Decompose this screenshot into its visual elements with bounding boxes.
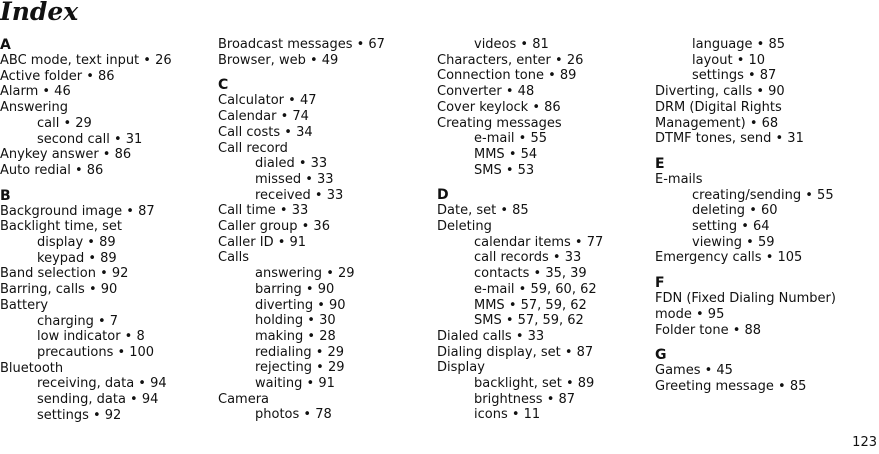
- index-entry: Backlight time, set: [0, 219, 123, 235]
- index-entry: Cover keylock • 86: [437, 99, 561, 115]
- index-column-3: [437, 37, 603, 423]
- index-entry: Active folder • 86: [0, 68, 115, 84]
- index-subentry: barring • 90: [255, 281, 335, 297]
- index-entry: Calls: [218, 250, 250, 266]
- index-subentry: low indicator • 8: [37, 329, 145, 345]
- index-entry: Alarm • 46: [0, 84, 71, 100]
- index-subentry: rejecting • 29: [255, 360, 345, 376]
- index-subentry: making • 28: [255, 328, 336, 344]
- index-entry: Emergency calls • 105: [655, 250, 803, 266]
- index-subentry: videos • 81: [474, 37, 549, 52]
- index-entry: Folder tone • 88: [655, 322, 762, 338]
- index-entry: Browser, web • 49: [218, 52, 339, 68]
- index-entry: Auto redial • 86: [0, 162, 104, 178]
- index-subentry: settings • 87: [692, 68, 777, 84]
- index-subentry: call records • 33: [474, 250, 582, 266]
- index-subentry: SMS • 53: [474, 162, 535, 178]
- index-subentry: received • 33: [255, 187, 344, 203]
- index-subentry: e-mail • 59, 60, 62: [474, 281, 597, 297]
- index-entry: Bluetooth: [0, 360, 64, 376]
- index-entry: Converter • 48: [437, 84, 535, 100]
- index-entry: Calculator • 47: [218, 93, 317, 109]
- index-entry: Date, set • 85: [437, 203, 529, 219]
- index-subentry: charging • 7: [37, 313, 119, 329]
- index-entry: Display: [437, 360, 485, 376]
- index-entry: Caller ID • 91: [218, 234, 307, 250]
- index-subentry: creating/sending • 55: [692, 187, 834, 203]
- index-subentry: viewing • 59: [692, 234, 775, 250]
- index-subentry: deleting • 60: [692, 203, 778, 219]
- index-entry: Band selection • 92: [0, 266, 129, 282]
- index-entry: E-mails: [655, 171, 703, 187]
- index-subentry: layout • 10: [692, 52, 766, 68]
- index-entry: FDN (Fixed Dialing Number): [655, 291, 836, 307]
- index-entry: ABC mode, text input • 26: [0, 53, 172, 68]
- index-entry: Anykey answer • 86: [0, 147, 132, 163]
- index-entry: Management) • 68: [655, 115, 779, 131]
- index-entry: DTMF tones, send • 31: [655, 131, 804, 147]
- index-subentry: photos • 78: [255, 407, 332, 423]
- index-letter-heading: D: [437, 187, 449, 204]
- index-entry: Connection tone • 89: [437, 68, 577, 84]
- index-subentry: settings • 92: [37, 407, 122, 423]
- index-entry: Games • 45: [655, 363, 733, 379]
- index-subentry: e-mail • 55: [474, 131, 548, 147]
- index-column-1: [0, 37, 172, 423]
- index-subentry: SMS • 57, 59, 62: [474, 313, 584, 329]
- index-subentry: contacts • 35, 39: [474, 266, 587, 282]
- index-entry: Call costs • 34: [218, 124, 313, 140]
- index-subentry: keypad • 89: [37, 250, 117, 266]
- index-subentry: precautions • 100: [37, 344, 155, 360]
- index-entry: Call record: [218, 140, 288, 156]
- index-subentry: missed • 33: [255, 171, 334, 187]
- index-entry: Creating messages: [437, 115, 562, 131]
- index-entry: Deleting: [437, 219, 492, 235]
- page-title: Index: [0, 0, 79, 26]
- index-subentry: display • 89: [37, 235, 116, 251]
- index-entry: Broadcast messages • 67: [218, 37, 385, 52]
- index-entry: Calendar • 74: [218, 109, 309, 125]
- index-subentry: second call • 31: [37, 131, 143, 147]
- index-letter-heading: G: [655, 347, 667, 364]
- index-subentry: MMS • 54: [474, 146, 538, 162]
- index-entry: Call time • 33: [218, 203, 309, 219]
- index-entry: Background image • 87: [0, 203, 155, 219]
- index-entry: Diverting, calls • 90: [655, 84, 785, 100]
- index-column-2: [218, 37, 385, 423]
- index-entry: Answering: [0, 100, 68, 116]
- index-subentry: redialing • 29: [255, 344, 345, 360]
- index-entry: Dialed calls • 33: [437, 328, 545, 344]
- index-subentry: waiting • 91: [255, 376, 335, 392]
- page-number: 123: [852, 435, 877, 450]
- index-entry: Battery: [0, 297, 49, 313]
- index-entry: Camera: [218, 391, 270, 407]
- index-letter-heading: E: [655, 155, 665, 172]
- index-subentry: answering • 29: [255, 266, 355, 282]
- index-entry: Barring, calls • 90: [0, 282, 118, 298]
- index-subentry: setting • 64: [692, 219, 770, 235]
- index-entry: Dialing display, set • 87: [437, 344, 594, 360]
- index-subentry: sending, data • 94: [37, 392, 159, 408]
- index-entry: Greeting message • 85: [655, 378, 807, 394]
- index-subentry: call • 29: [37, 115, 92, 131]
- index-subentry: icons • 11: [474, 407, 541, 423]
- index-letter-heading: F: [655, 275, 665, 292]
- index-entry: Characters, enter • 26: [437, 52, 584, 68]
- index-subentry: backlight, set • 89: [474, 376, 595, 392]
- index-subentry: holding • 30: [255, 313, 336, 329]
- index-entry: mode • 95: [655, 306, 725, 322]
- index-subentry: brightness • 87: [474, 391, 576, 407]
- index-subentry: language • 85: [692, 37, 785, 52]
- index-letter-heading: C: [218, 77, 229, 94]
- index-subentry: calendar items • 77: [474, 234, 604, 250]
- index-column-4: [655, 37, 836, 395]
- index-letter-heading: B: [0, 187, 11, 204]
- index-subentry: MMS • 57, 59, 62: [474, 297, 587, 313]
- index-letter-heading: A: [0, 37, 11, 53]
- index-entry: DRM (Digital Rights: [655, 99, 782, 115]
- index-entry: Caller group • 36: [218, 219, 330, 235]
- index-subentry: receiving, data • 94: [37, 376, 167, 392]
- index-subentry: diverting • 90: [255, 297, 346, 313]
- index-subentry: dialed • 33: [255, 156, 328, 172]
